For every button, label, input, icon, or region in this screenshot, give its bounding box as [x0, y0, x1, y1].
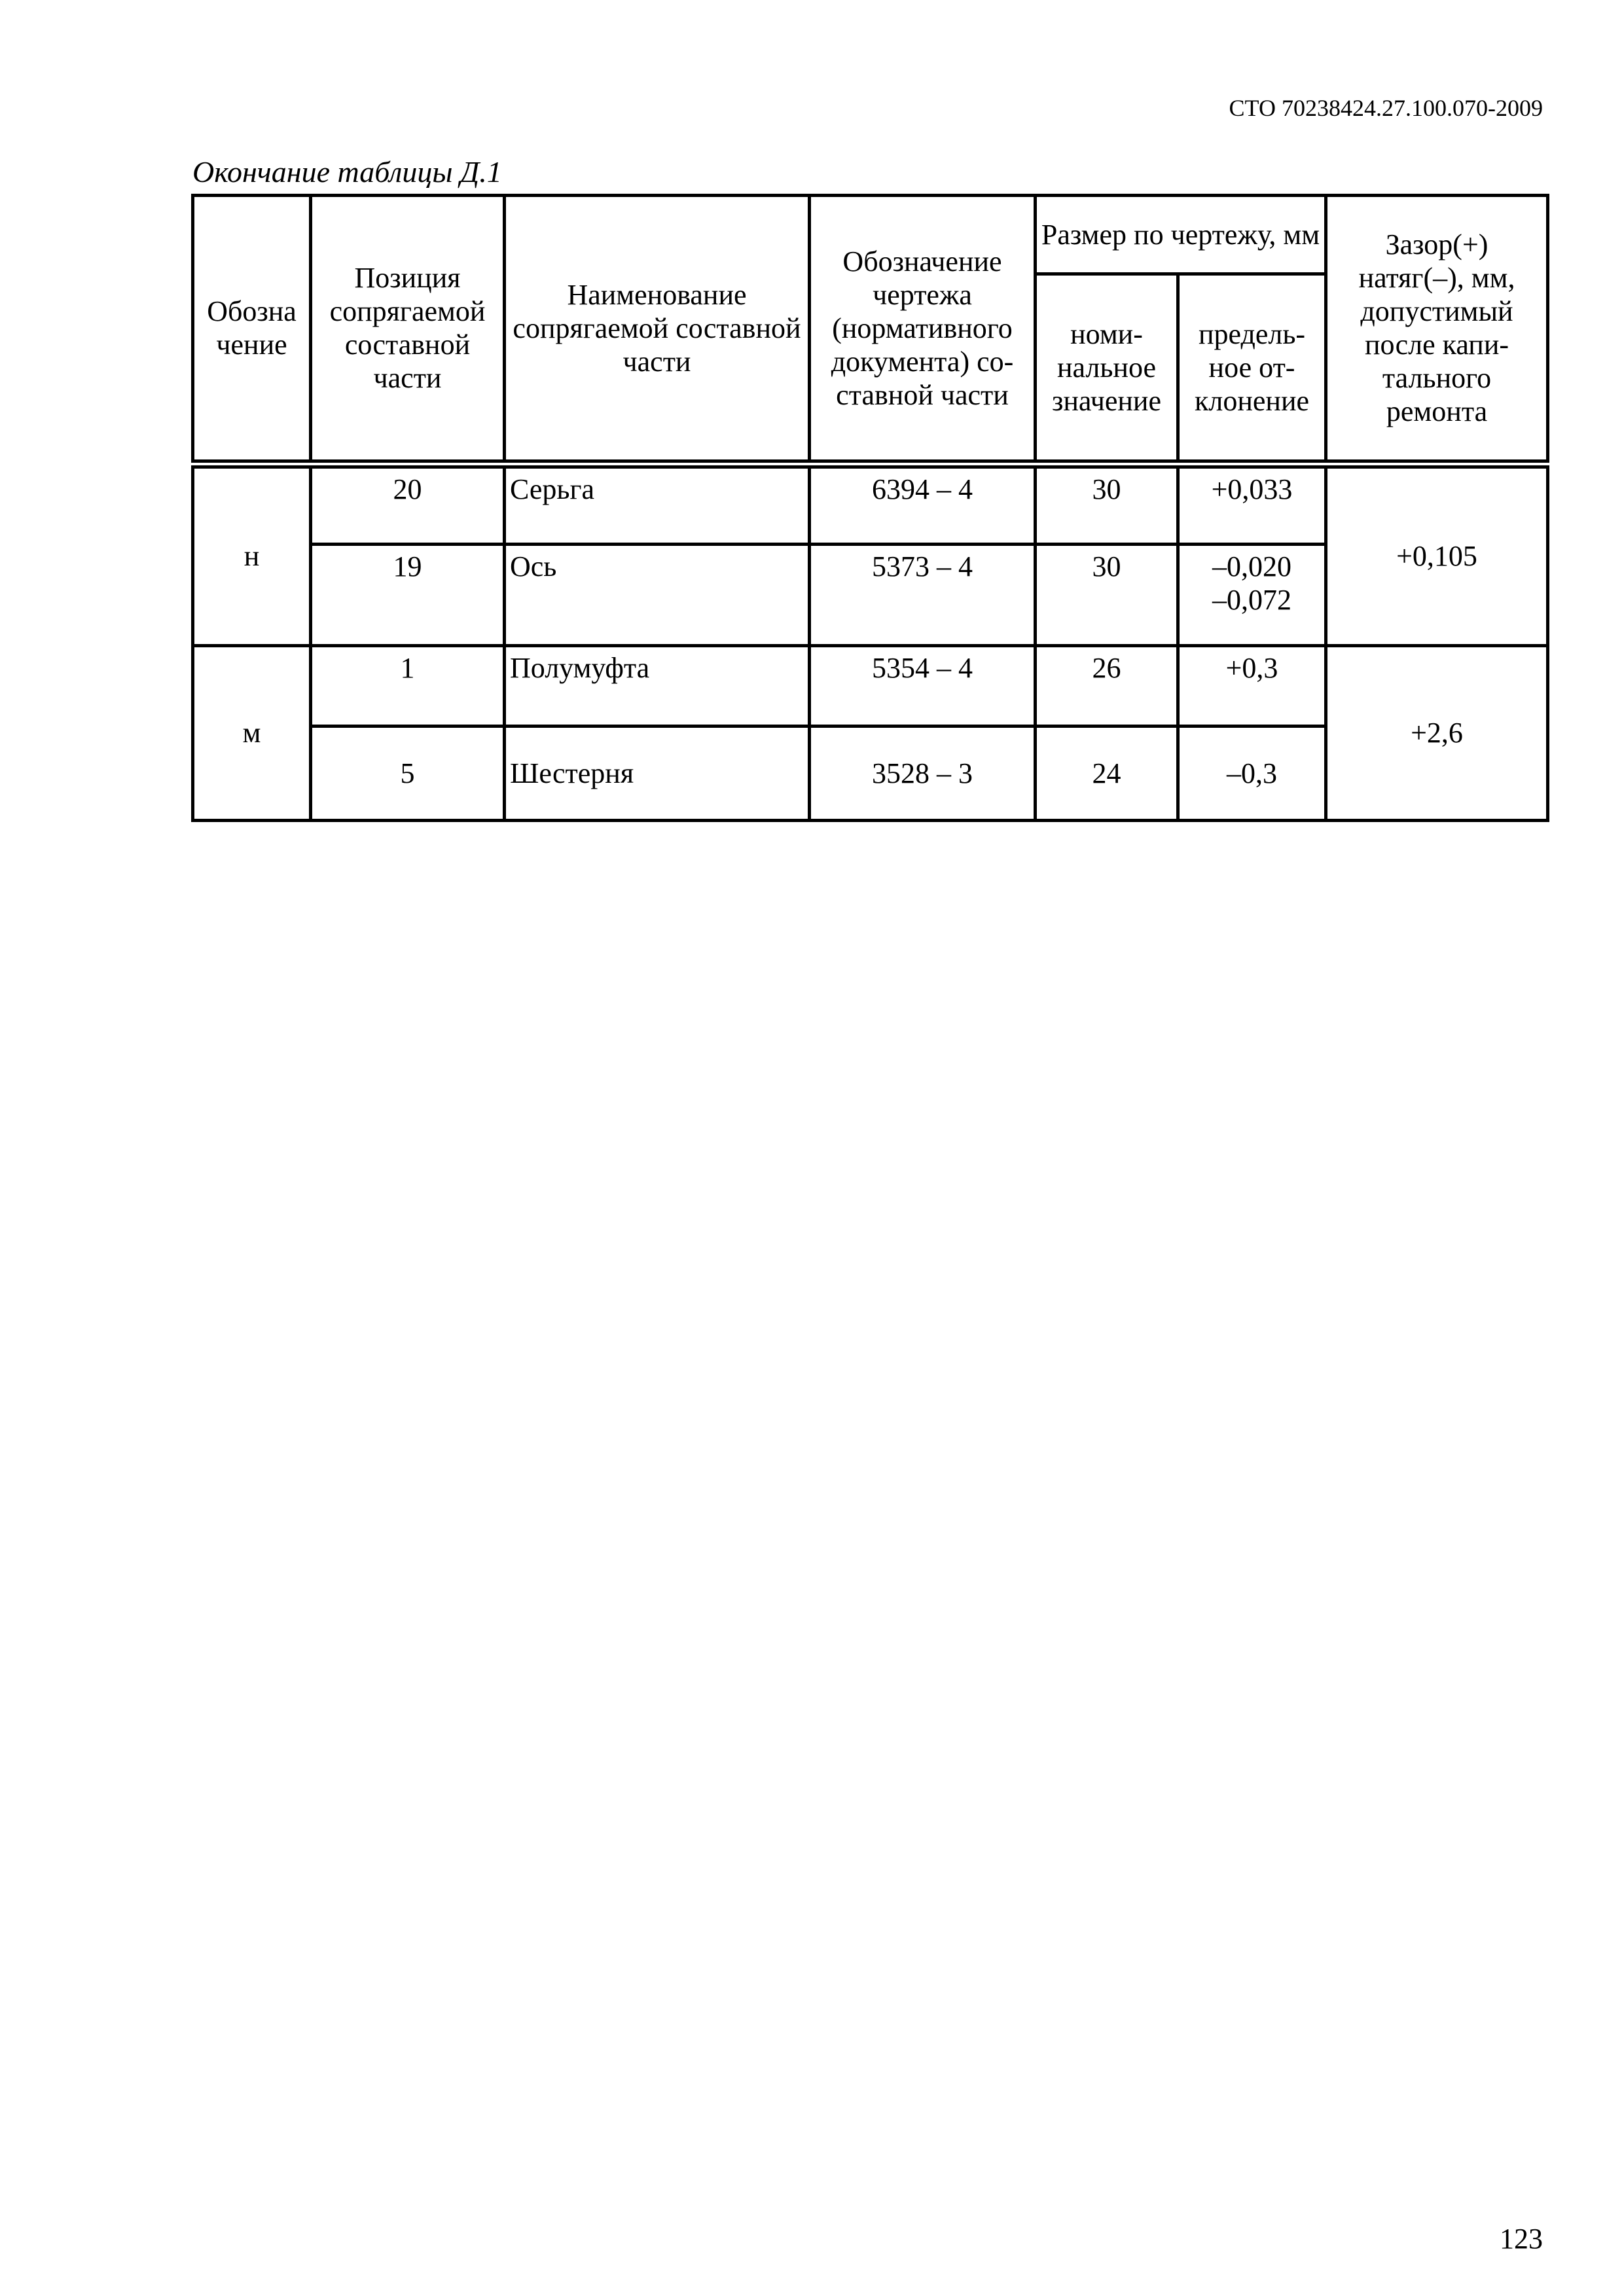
- designation-cell: м: [193, 645, 311, 820]
- name-cell: Шестерня: [505, 726, 810, 821]
- name-cell: Ось: [505, 545, 810, 645]
- designation-cell: н: [193, 464, 311, 646]
- page-number: 123: [1500, 2223, 1543, 2255]
- header-position: Позиция сопрягаемой составной части: [311, 196, 505, 464]
- position-cell: 19: [311, 545, 505, 645]
- deviation-cell: [1178, 545, 1326, 645]
- position-cell: 5: [311, 726, 505, 821]
- header-drawing: Обозначение чертежа (нормативного документа) со-ставной части: [810, 196, 1036, 464]
- name-cell: Полумуфта: [505, 645, 810, 726]
- table-row: [193, 645, 1548, 726]
- deviation-cell: [1178, 645, 1326, 726]
- clearance-cell: +2,6: [1326, 645, 1548, 820]
- header-size-group: Размер по чертежу, мм: [1036, 196, 1326, 274]
- name-cell: Серьга: [505, 464, 810, 545]
- nominal-cell: 30: [1036, 464, 1178, 545]
- drawing-cell: 5354 – 4: [810, 645, 1036, 726]
- parts-table: [191, 194, 1549, 822]
- table-row: [193, 464, 1548, 545]
- drawing-cell: 6394 – 4: [810, 464, 1036, 545]
- drawing-cell: 3528 – 3: [810, 726, 1036, 821]
- header-name: Наименование сопрягаемой составной части: [505, 196, 810, 464]
- nominal-cell: 26: [1036, 645, 1178, 726]
- clearance-cell: +0,105: [1326, 464, 1548, 646]
- deviation-cell: [1178, 726, 1326, 821]
- header-clearance: Зазор(+) натяг(–), мм, допустимый после капи-тального ремонта: [1326, 196, 1548, 464]
- deviation-upper-value: –0,020: [1212, 550, 1291, 583]
- deviation-cell: [1178, 464, 1326, 545]
- drawing-cell: 5373 – 4: [810, 545, 1036, 645]
- header-designation: Обозна чение: [193, 196, 311, 464]
- table-caption: Окончание таблицы Д.1: [192, 155, 502, 188]
- header-nominal: номи-нальное значение: [1036, 274, 1178, 464]
- document-code: СТО 70238424.27.100.070-2009: [1229, 95, 1543, 121]
- nominal-cell: 24: [1036, 726, 1178, 821]
- deviation-value: –0,3: [1227, 757, 1277, 789]
- deviation-value: +0,033: [1211, 473, 1293, 505]
- deviation-value: +0,3: [1225, 651, 1278, 684]
- position-cell: 20: [311, 464, 505, 545]
- position-cell: 1: [311, 645, 505, 726]
- deviation-lower-value: –0,072: [1212, 584, 1291, 617]
- header-deviation: предель-ное от-клонение: [1178, 274, 1326, 464]
- nominal-cell: 30: [1036, 545, 1178, 645]
